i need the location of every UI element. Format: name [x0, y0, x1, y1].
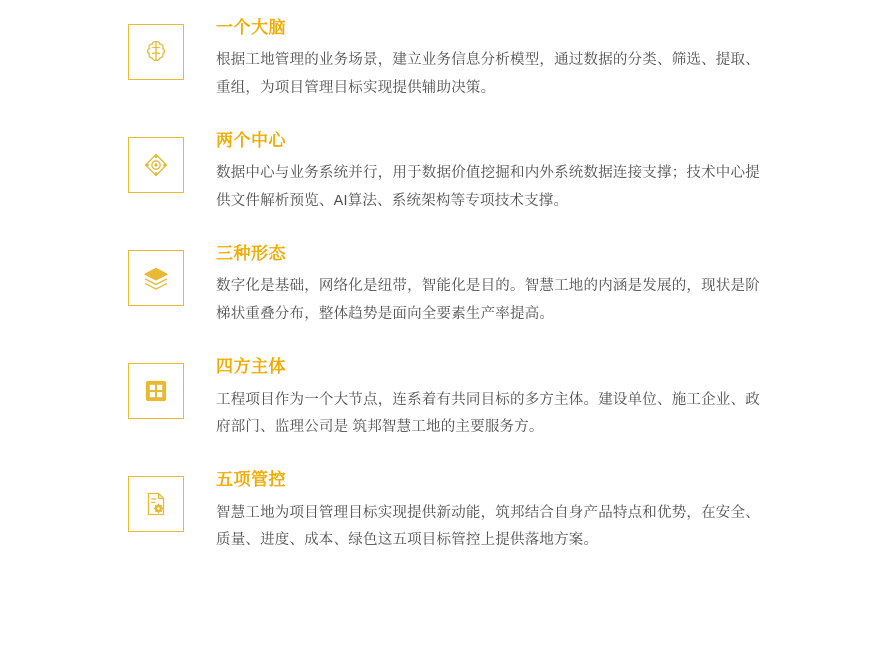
- feature-title: 四方主体: [216, 357, 286, 377]
- feature-text: [184, 131, 763, 216]
- feature-text: [184, 244, 763, 329]
- layers-icon: [128, 250, 184, 306]
- feature-text: [184, 357, 763, 442]
- feature-item: [128, 470, 763, 555]
- feature-item: [128, 244, 763, 329]
- feature-title: 一个大脑: [216, 18, 286, 37]
- feature-description: 工程项目作为一个大节点，连系着有共同目标的多方主体。建设单位、施工企业、政府部门、监理公司是 筑邦智慧工地的主要服务方。: [216, 391, 760, 436]
- network-node-icon: [128, 137, 184, 193]
- feature-text: [184, 18, 763, 103]
- feature-description: 根据工地管理的业务场景，建立业务信息分析模型，通过数据的分类、筛选、提取、重组，为项目管理目标实现提供辅助决策。: [216, 52, 760, 97]
- feature-item: [128, 131, 763, 216]
- brain-icon: [128, 24, 184, 80]
- feature-list: [128, 18, 763, 555]
- feature-item: [128, 18, 763, 103]
- feature-description: 数据中心与业务系统并行，用于数据价值挖掘和内外系统数据连接支撑；技术中心提供文件解析预览、AI算法、系统架构等专项技术支撑。: [216, 165, 760, 210]
- feature-title: 两个中心: [216, 131, 286, 151]
- feature-text: [184, 470, 763, 555]
- feature-title: 三种形态: [216, 244, 286, 264]
- document-gear-icon: [128, 476, 184, 532]
- feature-description: 数字化是基础，网络化是纽带，智能化是目的。智慧工地的内涵是发展的，现状是阶梯状重叠分布，整体趋势是面向全要素生产率提高。: [216, 278, 760, 323]
- feature-description: 智慧工地为项目管理目标实现提供新动能，筑邦结合自身产品特点和优势，在安全、质量、进度、成本、绿色这五项目标管控上提供落地方案。: [216, 504, 760, 549]
- feature-title: 五项管控: [216, 470, 286, 490]
- feature-item: [128, 357, 763, 442]
- grid-four-icon: [128, 363, 184, 419]
